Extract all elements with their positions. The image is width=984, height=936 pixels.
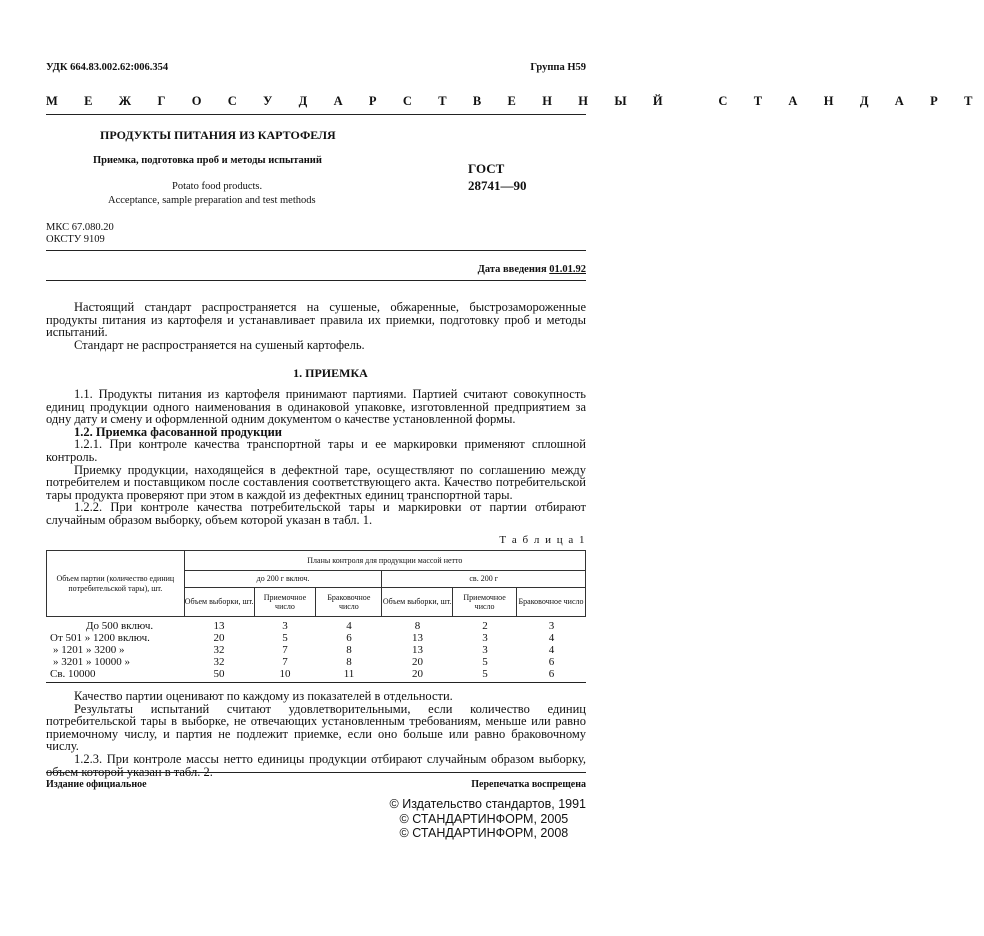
oksty-code: ОКСТУ 9109 (46, 234, 105, 245)
header-accept-number-b: Приемочное число (453, 588, 517, 617)
table-cell: 4 (548, 632, 555, 645)
header-group-over-200g: св. 200 г (382, 571, 586, 588)
clause-1-2-heading: 1.2. Приемка фасованной продукции (74, 424, 282, 439)
table-cell: 5 (282, 632, 288, 645)
table-cell: 6 (346, 632, 352, 645)
table-cell: 32 (213, 656, 225, 669)
gost-label: ГОСТ (468, 161, 505, 176)
post-table-body (46, 690, 586, 778)
header-group-up-to-200g: до 200 г включ. (184, 571, 382, 588)
table-cell: 20 (412, 656, 423, 669)
reject-number-a-column (316, 620, 382, 680)
table-cell: 8 (346, 656, 352, 669)
reject-number-b-column (517, 620, 586, 680)
table-cell: 4 (346, 620, 352, 632)
table-cell: 3 (282, 620, 288, 632)
standard-type-banner: М Е Ж Г О С У Д А Р С Т В Е Н Н Ы Й С Т А Н Д А Р Т (46, 94, 984, 108)
table-caption: Т а б л и ц а 1 (499, 534, 586, 546)
table-cell: 13 (213, 620, 225, 632)
copyright-line: © СТАНДАРТИНФОРМ, 2008 (399, 826, 569, 840)
header-rule (46, 114, 586, 115)
header-reject-number-a: Браковочное число (316, 588, 382, 617)
table-cell: 8 (346, 644, 352, 657)
table-cell: 10 (279, 668, 291, 681)
table-cell: 20 (412, 668, 423, 681)
group-code: Группа Н59 (530, 62, 586, 73)
header-sample-size-b: Объем выборки, шт. (382, 588, 453, 617)
table-cell: 6 (548, 668, 555, 681)
udk-code: УДК 664.83.002.62:006.354 (46, 62, 169, 73)
table-cell: 13 (412, 632, 423, 645)
intro-date (478, 264, 586, 275)
table-row: Св. 10000 (50, 668, 96, 681)
intro-paragraph: Настоящий стандарт распространяется на сушеные, обжаренные, быстрозамороженные продукты питания из картофеля и устанавливает правила их приемки, подготовку проб и методы испытаний. (46, 300, 586, 340)
test-results-text: Результаты испытаний считают удовлетворительными, если количество единиц потребительской тары в выборке, не отвечающих установленным требованиям, меньше или равно приемочному числу, и партия не подлежит приемке, если оно больше или равно браковочному числу. (46, 701, 586, 754)
mks-code: МКС 67.080.20 (46, 222, 114, 233)
table-cell: 13 (412, 644, 423, 657)
gost-number: 28741—90 (468, 178, 527, 193)
clause-1-2-1b: Приемку продукции, находящейся в дефектной таре, осуществляют по соглашению между потребителем и поставщиком после составления соответствующего акта. Качество потребительской тары продукта проверяют при этом в каждой из дефектных единиц транспортной тары. (46, 462, 586, 502)
official-edition: Издание официальное (46, 779, 147, 790)
table-row: От 501 » 1200 включ. (50, 632, 150, 645)
table-cell: 6 (548, 656, 555, 669)
copyright-block (390, 797, 586, 841)
lot-size-column (50, 620, 184, 680)
date-rule (46, 280, 586, 281)
sample-size-a-column (184, 620, 254, 680)
header-lot-size: Объем партии (количество единиц потребительской тары), шт. (47, 551, 185, 617)
accept-number-b-column (453, 620, 517, 680)
quality-assessment-text: Качество партии оценивают по каждому из показателей в отдельности. (74, 689, 453, 703)
sample-size-b-column (382, 620, 453, 680)
table-row: » 1201 » 3200 » (53, 644, 125, 657)
classification-rule (46, 250, 586, 251)
header-reject-number-b: Браковочное число (517, 588, 586, 617)
table-cell: 11 (343, 668, 355, 681)
section-heading: 1. ПРИЕМКА (293, 366, 368, 380)
table-cell: 2 (482, 620, 488, 632)
intro-date-value: 01.01.92 (549, 264, 586, 275)
table-cell: 4 (548, 644, 555, 657)
table-bottom-rule (46, 682, 586, 683)
table-cell: 3 (548, 620, 555, 632)
table-cell: 3 (482, 632, 488, 645)
document-title: ПРОДУКТЫ ПИТАНИЯ ИЗ КАРТОФЕЛЯ (100, 128, 336, 142)
table-cell: 32 (213, 644, 225, 657)
table-cell: 5 (482, 668, 488, 681)
clause-1-2-2: 1.2.2. При контроле качества потребительской тары и маркировки от партии отбирают случайным образом выборку, объем которой указан в табл. 1. (46, 500, 586, 527)
table-cell: 7 (282, 644, 288, 657)
copyright-line: © СТАНДАРТИНФОРМ, 2005 (399, 811, 569, 826)
table-cell: 20 (213, 632, 225, 645)
header-sample-size-a: Объем выборки, шт. (184, 588, 254, 617)
copyright-line: © Издательство стандартов, 1991 (389, 797, 586, 811)
reprint-prohibited: Перепечатка воспрещена (471, 779, 586, 790)
accept-number-a-column (254, 620, 316, 680)
clause-1-2-3: 1.2.3. При контроле массы нетто единицы продукции отбирают случайным образом выборку, объем которой указан в табл. 2. (46, 751, 586, 779)
title-en-line2: Acceptance, sample preparation and test methods (108, 195, 316, 206)
document-subtitle: Приемка, подготовка проб и методы испытаний (93, 155, 322, 166)
intro-block (46, 301, 586, 351)
table-cell: 7 (282, 656, 288, 669)
clause-1-1: 1.1. Продукты питания из картофеля принимают партиями. Партией считают совокупность единиц продукции одного наименования в одинаковой упаковке, изготовленной предприятием за одну дату и смену и оформленной одним документом о качестве установленной формы. (46, 387, 586, 427)
title-en-line1: Potato food products. (172, 181, 263, 192)
section1-body (46, 388, 586, 527)
table-row: » 3201 » 10000 » (53, 656, 130, 669)
intro-exclusion: Стандарт не распространяется на сушеный картофель. (74, 337, 365, 352)
header-accept-number-a: Приемочное число (254, 588, 316, 617)
table-row: До 500 включ. (86, 620, 154, 632)
table-cell: 3 (482, 644, 488, 657)
intro-date-label: Дата введения (477, 264, 547, 275)
gost-block (468, 160, 527, 194)
table-cell: 5 (482, 656, 488, 669)
acceptance-table (46, 550, 586, 617)
classification-codes (46, 222, 114, 246)
table-cell: 50 (213, 668, 225, 681)
table-cell: 8 (414, 620, 421, 632)
clause-1-2-1: 1.2.1. При контроле качества транспортной тары и ее маркировки применяют сплошной контроль. (46, 437, 586, 464)
footer-rule (46, 772, 586, 773)
header-plans: Планы контроля для продукции массой нетто (184, 551, 585, 571)
